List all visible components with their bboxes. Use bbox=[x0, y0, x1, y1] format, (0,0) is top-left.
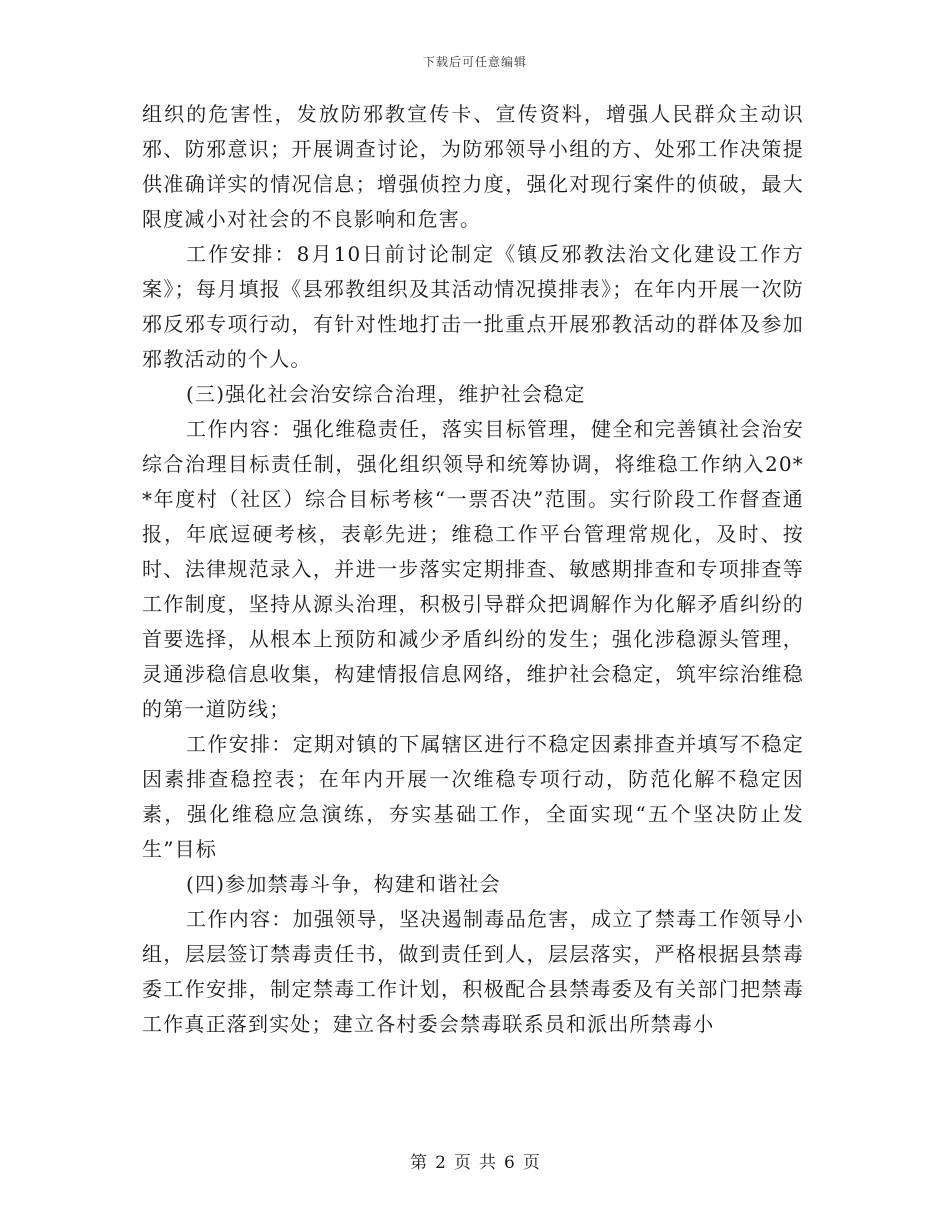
footer-suffix: 页 bbox=[522, 1153, 540, 1173]
footer-prefix: 第 bbox=[410, 1153, 428, 1173]
section-heading-3: (三)强化社会治安综合治理，维护社会稳定 bbox=[186, 382, 586, 406]
paragraph-5: 工作安排：定期对镇的下属辖区进行不稳定因素排查并填写不稳定因素排查稳控表；在年内开展一次维稳专项行动，防范化解不稳定因素，强化维稳应急演练，夯实基础工作，全面实现“五个坚决防止发生”目标 bbox=[142, 732, 804, 861]
header-note: 下载后可任意编辑 bbox=[422, 55, 527, 69]
footer-total-pages: 6 bbox=[504, 1153, 515, 1173]
page-footer bbox=[0, 1148, 950, 1173]
footer-total-label: 共 bbox=[479, 1153, 496, 1173]
section-heading-4: (四)参加禁毒斗争，构建和谐社会 bbox=[186, 872, 501, 896]
paragraph-1: 组织的危害性，发放防邪教宣传卡、宣传资料，增强人民群众主动识邪、防邪意识；开展调查讨论，为防邪领导小组的方、处邪工作决策提供准确详实的情况信息；增强侦控力度，强化对现行案件的侦破，最大限度减小对社会的不良影响和危害。 bbox=[142, 102, 804, 231]
footer-page-number: 2 bbox=[435, 1153, 446, 1173]
paragraph-7: 工作内容：加强领导，坚决遏制毒品危害，成立了禁毒工作领导小组，层层签订禁毒责任书，做到责任到人，层层落实，严格根据县禁毒委工作安排，制定禁毒工作计划，积极配合县禁毒委及有关部门把禁毒工作真正落到实处；建立各村委会禁毒联系员和派出所禁毒小 bbox=[142, 907, 804, 1036]
paragraph-2: 工作安排：8月10日前讨论制定《镇反邪教法治文化建设工作方案》；每月填报《县邪教组织及其活动情况摸排表》；在年内开展一次防邪反邪专项行动，有针对性地打击一批重点开展邪教活动的群体及参加邪教活动的个人。 bbox=[142, 242, 804, 371]
paragraph-4: 工作内容：强化维稳责任，落实目标管理，健全和完善镇社会治安综合治理目标责任制，强化组织领导和统筹协调，将维稳工作纳入20**年度村（社区）综合目标考核“一票否决”范围。实行阶段工作督查通报，年底逗硬考核，表彰先进；维稳工作平台管理常规化，及时、按时、法律规范录入，并进一步落实定期排查、敏感期排查和专项排查等工作制度，坚持从源头治理，积极引导群众把调解作为化解矛盾纠纷的首要选择，从根本上预防和减少矛盾纠纷的发生；强化涉稳源头管理，灵通涉稳信息收集，构建情报信息网络，维护社会稳定，筑牢综治维稳的第一道防线； bbox=[142, 417, 804, 721]
footer-page-label: 页 bbox=[454, 1153, 471, 1173]
document-body bbox=[142, 97, 804, 1042]
